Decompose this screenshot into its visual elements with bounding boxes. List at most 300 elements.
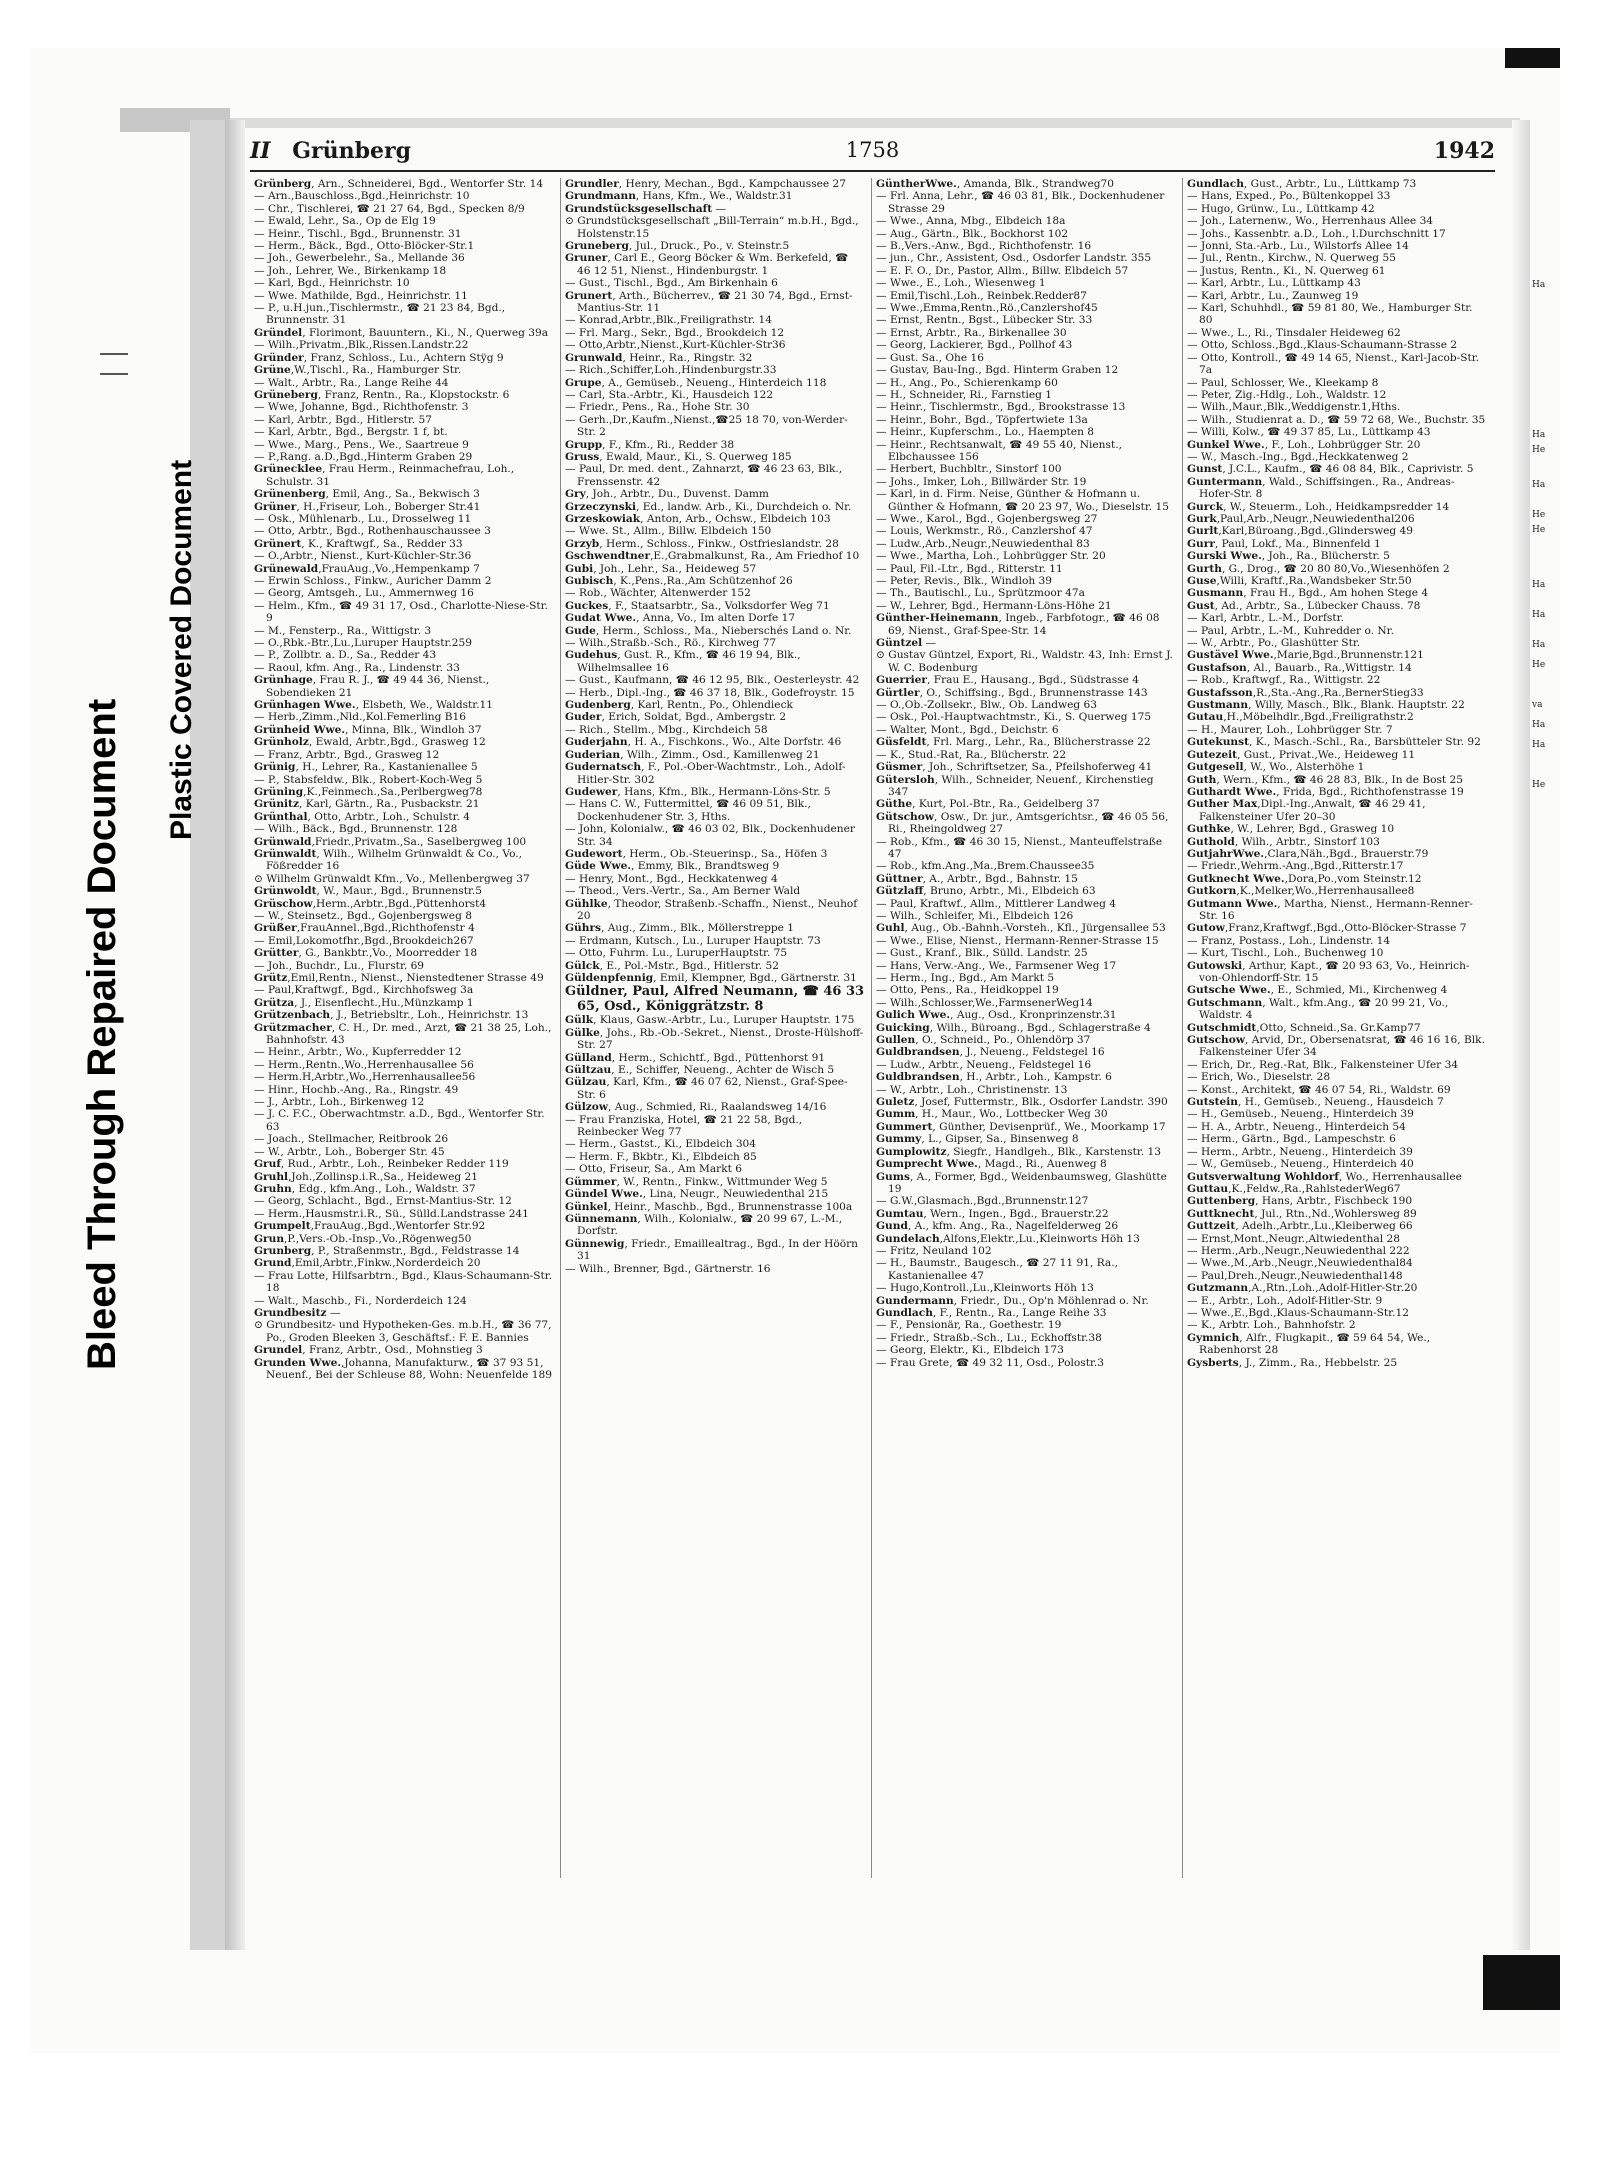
directory-entry: — Heinr., Arbtr., Wo., Kupferredder 12 bbox=[254, 1046, 462, 1059]
directory-entry: ⊙ Grundbesitz- und Hypotheken-Ges. m.b.H., ☎ 36 77, Po., Groden Bleeken 3, Geschäftsf.: F. E. Bannies bbox=[254, 1319, 552, 1344]
directory-entry: — Hinr., Hochb.-Ang., Ra., Ringstr. 49 bbox=[254, 1083, 459, 1096]
directory-entry: — O.,Arbtr., Nienst., Kurt-Küchler-Str.36 bbox=[254, 550, 472, 563]
directory-entry: Gründer, Franz, Schloss., Lu., Achtern Stÿg 9 bbox=[254, 351, 504, 364]
directory-entry: Gruhn, Edg., kfm.Ang., Loh., Waldstr. 37 bbox=[254, 1182, 476, 1195]
directory-entry: Gütersloh, Wilh., Schneider, Neuenf., Kirchenstieg 347 bbox=[876, 773, 1154, 798]
directory-entry: ⊙ Grundstücksgesellschaft „Bill-Terrain“ m.b.H., Bgd., Holstenstr.15 bbox=[565, 215, 859, 240]
directory-entry: Gündel Wwe., Lina, Neugr., Neuwiedenthal 215 bbox=[565, 1188, 829, 1201]
directory-entry: — Jonni, Sta.-Arb., Lu., Wilstorfs Allee 14 bbox=[1187, 240, 1409, 253]
directory-entry: — Paul, Kraftwf., Allm., Mittlerer Landweg 4 bbox=[876, 897, 1116, 910]
directory-entry: Grunberg, P., Straßenmstr., Bgd., Feldstrasse 14 bbox=[254, 1244, 520, 1257]
directory-entry: — Herm.,Hausmstr.i.R., Sü., Sülld.Landstrasse 241 bbox=[254, 1207, 529, 1220]
directory-entry: — Frau Grete, ☎ 49 32 11, Osd., Polostr.3 bbox=[876, 1356, 1104, 1369]
directory-entry: Günnewig, Friedr., Emaillealtrag., Bgd., In der Höörn 31 bbox=[565, 1237, 858, 1263]
directory-entry: Grütter, G., Bankbtr.,Vo., Moorredder 18 bbox=[254, 947, 478, 960]
directory-entry: Gutow,Franz,Kraftwgf.,Bgd.,Otto-Blöcker-Strasse 7 bbox=[1187, 922, 1467, 935]
directory-entry: Gütschow, Osw., Dr. jur., Amtsgerichtsr., ☎ 46 05 56, Ri., Rheingoldweg 27 bbox=[876, 810, 1169, 836]
directory-entry: Gubisch, K.,Pens.,Ra.,Am Schützenhof 26 bbox=[565, 575, 793, 587]
directory-entry: — Ernst, Rentn., Bgst., Lübecker Str. 33 bbox=[876, 314, 1093, 327]
directory-entry: Gutgesell, W., Wo., Alsterhöhe 1 bbox=[1187, 761, 1365, 774]
directory-entry: — Georg, Schlacht., Bgd., Ernst-Mantius-Str. 12 bbox=[254, 1195, 512, 1208]
directory-entry: Guthke, W., Lehrer, Bgd., Grasweg 10 bbox=[1187, 823, 1395, 836]
directory-entry: Gudewer, Hans, Kfm., Blk., Hermann-Löns-Str. 5 bbox=[565, 785, 831, 798]
directory-entry: — K., Arbtr. Loh., Bahnhofstr. 2 bbox=[1187, 1319, 1356, 1332]
directory-entry: — Wilh.,Maur.,Blk.,Weddigenstr.1,Hths. bbox=[1187, 401, 1401, 414]
directory-entry: — Johs., Kassenbtr. a.D., Loh., l.Durchschnitt 17 bbox=[1187, 227, 1446, 240]
directory-entry: Grüneberg, Franz, Rentn., Ra., Klopstockstr. 6 bbox=[254, 388, 510, 401]
directory-entry: Güldenpfennig, Emil, Klempner, Bgd., Gärtnerstr. 31 bbox=[565, 972, 857, 984]
column-3 bbox=[872, 178, 1183, 1878]
cut-fragment: He bbox=[1532, 445, 1546, 455]
directory-entry: — Karl, Arbtr., L.-M., Dorfstr. bbox=[1187, 612, 1344, 625]
directory-entry: Guttknecht, Jul., Rtn.,Nd.,Wohlersweg 89 bbox=[1187, 1207, 1417, 1220]
directory-entry: — Herm., Gärtn., Bgd., Lampeschstr. 6 bbox=[1187, 1133, 1396, 1146]
directory-entry: — Hans, Verw.-Ang., We., Farmsener Weg 17 bbox=[876, 959, 1117, 972]
directory-entry: ⊙ Wilhelm Grünwaldt Kfm., Vo., Mellenbergweg 37 bbox=[254, 872, 530, 885]
cut-fragment: Ha bbox=[1532, 740, 1546, 750]
directory-entry: Gülck, E., Pol.-Mstr., Bgd., Hitlerstr. 52 bbox=[565, 959, 779, 972]
cut-fragment: Ha bbox=[1532, 280, 1546, 290]
directory-entry: — Aug., Gärtn., Blk., Bockhorst 102 bbox=[876, 227, 1069, 240]
directory-entry: Grünenberg, Emil, Ang., Sa., Bekwisch 3 bbox=[254, 488, 480, 501]
directory-entry: Grünhagen Wwe., Elsbeth, We., Waldstr.11 bbox=[254, 699, 494, 712]
directory-entry: — F., Pensionär, Ra., Goethestr. 19 bbox=[876, 1319, 1062, 1332]
directory-entry: — P., Stabsfeldw., Blk., Robert-Koch-Weg 5 bbox=[254, 773, 483, 786]
directory-entry: Gurski Wwe., Joh., Ra., Blücherstr. 5 bbox=[1187, 550, 1390, 563]
directory-entry: — Helm., Kfm., ☎ 49 31 17, Osd., Charlotte-Niese-Str. 9 bbox=[254, 599, 548, 625]
directory-columns bbox=[250, 178, 1495, 1878]
directory-entry: — Herm., Bäck., Bgd., Otto-Blöcker-Str.1 bbox=[254, 240, 475, 253]
directory-entry: — Rich.,Schiffer,Loh.,Hindenburgstr.33 bbox=[565, 364, 777, 377]
directory-entry: Gruhl,Joh.,Zollinsp.i.R.,Sa., Heideweg 21 bbox=[254, 1170, 478, 1183]
directory-entry: Gurth, G., Drog., ☎ 20 80 80,Vo.,Wiesenhöfen 2 bbox=[1187, 562, 1450, 575]
directory-entry: — P., u.H.jun.,Tischlermstr., ☎ 21 23 84, Bgd., Brunnenstr. 31 bbox=[254, 302, 506, 327]
directory-entry: — Karl, Schuhhdl., ☎ 59 81 80, We., Hamburger Str. 80 bbox=[1187, 302, 1473, 327]
directory-entry: Günther-Heinemann, Ingeb., Farbfotogr., ☎ 46 08 69, Nienst., Graf-Spee-Str. 14 bbox=[876, 612, 1160, 637]
directory-entry: — Henry, Mont., Bgd., Heckkatenweg 4 bbox=[565, 872, 778, 885]
directory-entry: — Paul, Fil.-Ltr., Bgd., Ritterstr. 11 bbox=[876, 562, 1063, 575]
directory-entry: Gutschmidt,Otto, Schneid.,Sa. Gr.Kamp77 bbox=[1187, 1021, 1421, 1034]
directory-entry: — Georg, Amtsgeh., Lu., Ammernweg 16 bbox=[254, 587, 474, 600]
directory-entry: — Rob., kfm.Ang.,Ma.,Brem.Chaussee35 bbox=[876, 860, 1095, 873]
directory-entry: — P., Zollbtr. a. D., Sa., Redder 43 bbox=[254, 649, 437, 662]
directory-entry: — Frl. Marg., Sekr., Bgd., Brookdeich 12 bbox=[565, 326, 785, 339]
directory-entry: Gums, A., Former, Bgd., Weidenbaumsweg, Glashütte 19 bbox=[876, 1170, 1167, 1195]
directory-entry: Grund,Emil,Arbtr.,Finkw.,Norderdeich 20 bbox=[254, 1257, 481, 1270]
cut-fragment: Ha bbox=[1532, 430, 1546, 440]
directory-entry: Guletz, Josef, Futtermstr., Blk., Osdorfer Landstr. 390 bbox=[876, 1096, 1168, 1109]
directory-entry: Guthold, Wilh., Arbtr., Sinstorf 103 bbox=[1187, 835, 1380, 848]
directory-entry: — Wilh.,Privatm.,Blk.,Rissen.Landstr.22 bbox=[254, 339, 469, 352]
directory-entry: — Paul,Dreh.,Neugr.,Neuwiedenthal148 bbox=[1187, 1269, 1403, 1282]
directory-entry: Grzyb, Herm., Schloss., Finkw., Ostfrieslandstr. 28 bbox=[565, 537, 839, 550]
directory-entry: — Rob., Wächter, Altenwerder 152 bbox=[565, 587, 751, 600]
directory-entry: Grütz,Emil,Rentn., Nienst., Nienstedtener Strasse 49 bbox=[254, 972, 544, 984]
directory-entry: Gustafsson,R.,Sta.-Ang.,Ra.,BernerStieg33 bbox=[1187, 686, 1424, 699]
cut-fragment: He bbox=[1532, 780, 1546, 790]
cut-fragment: He bbox=[1532, 525, 1546, 535]
directory-entry: — H., Gemüseb., Neueng., Hinterdeich 39 bbox=[1187, 1108, 1414, 1121]
directory-entry: — Justus, Rentn., Ki., N. Querweg 61 bbox=[1187, 264, 1386, 277]
black-bar-bottom bbox=[1483, 1955, 1560, 2010]
directory-entry: — Georg, Elektr., Ki., Elbdeich 173 bbox=[876, 1344, 1064, 1357]
directory-entry: — Hugo,Kontroll.,Lu.,Kleinworts Höh 13 bbox=[876, 1282, 1094, 1295]
directory-entry: — Karl, Arbtr., Bgd., Bergstr. 1 f, bt. bbox=[254, 426, 448, 439]
directory-entry: Grundmann, Hans, Kfm., We., Waldstr.31 bbox=[565, 190, 793, 203]
directory-entry: — W., Arbtr., Loh., Christinenstr. 13 bbox=[876, 1083, 1068, 1096]
directory-entry: — Wwe.,E.,Bgd.,Klaus-Schaumann-Str.12 bbox=[1187, 1306, 1409, 1319]
directory-entry: — Wwe., Marg., Pens., We., Saartreue 9 bbox=[254, 438, 469, 451]
directory-entry: — Herm.,Rentn.,Wo.,Herrenhausallee 56 bbox=[254, 1058, 474, 1071]
directory-entry: Grünthal, Otto, Arbtr., Loh., Schulstr. 4 bbox=[254, 810, 470, 823]
directory-entry: Guther Max,Dipl.-Ing.,Anwalt, ☎ 46 29 41, Falkensteiner Ufer 20–30 bbox=[1187, 798, 1426, 823]
directory-entry: — Walter, Mont., Bgd., Deichstr. 6 bbox=[876, 723, 1059, 736]
directory-entry: — Chr., Tischlerei, ☎ 21 27 64, Bgd., Specken 8/9 bbox=[254, 202, 525, 215]
directory-entry: — Karl, Arbtr., Lu., Lüttkamp 43 bbox=[1187, 277, 1361, 290]
directory-entry: — Gerh.,Dr.,Kaufm.,Nienst.,☎25 18 70, von-Werder-Str. 2 bbox=[565, 413, 848, 439]
directory-entry: — Gust., Kranf., Blk., Sülld. Landstr. 25 bbox=[876, 947, 1088, 960]
directory-entry: Grüning,K.,Feinmech.,Sa.,Perlbergweg78 bbox=[254, 785, 483, 798]
directory-entry: — Ludw., Arbtr., Neueng., Feldstegel 16 bbox=[876, 1058, 1092, 1071]
directory-entry: — Otto, Fuhrm. Lu., LuruperHauptstr. 75 bbox=[565, 947, 788, 960]
directory-entry: Gülzau, Karl, Kfm., ☎ 46 07 62, Nienst., Graf-Spee-Str. 6 bbox=[565, 1076, 848, 1101]
directory-entry: Grützmacher, C. H., Dr. med., Arzt, ☎ 21 38 25, Loh., Bahnhofstr. 43 bbox=[254, 1021, 552, 1047]
directory-entry: — W., Gemüseb., Neueng., Hinterdeich 40 bbox=[1187, 1158, 1414, 1171]
directory-entry: — Frl. Anna, Lehr., ☎ 46 03 81, Blk., Dockenhudener Strasse 29 bbox=[876, 190, 1165, 215]
directory-entry: — Walt., Maschb., Fi., Norderdeich 124 bbox=[254, 1294, 467, 1307]
directory-entry: Gutowski, Arthur, Kapt., ☎ 20 93 63, Vo., Heinrich-von-Ohlendorff-Str. 15 bbox=[1187, 959, 1470, 984]
directory-entry: Gudehus, Gust. R., Kfm., ☎ 46 19 94, Blk., Wilhelmsallee 16 bbox=[565, 649, 801, 674]
directory-entry: — Wwe. Mathilde, Bgd., Heinrichstr. 11 bbox=[254, 289, 468, 302]
directory-entry: — Erdmann, Kutsch., Lu., Luruper Hauptstr. 73 bbox=[565, 934, 821, 947]
directory-entry: — Karl, Bgd., Heinrichstr. 10 bbox=[254, 277, 410, 290]
directory-entry: Grünwald,Friedr.,Privatm.,Sa., Saselbergweg 100 bbox=[254, 835, 527, 848]
directory-entry: — Wilh., Bäck., Bgd., Brunnenstr. 128 bbox=[254, 823, 458, 836]
directory-entry: Gutsche Wwe., E., Schmied, Mi., Kirchenweg 4 bbox=[1187, 984, 1448, 997]
directory-entry: — Otto, Kontroll., ☎ 49 14 65, Nienst., Karl-Jacob-Str. 7a bbox=[1187, 351, 1479, 377]
directory-entry: Gutknecht Wwe.,Dora,Po.,vom Steinstr.12 bbox=[1187, 872, 1422, 885]
directory-entry: Grunden Wwe.,Johanna, Manufakturw., ☎ 37 93 51, Neuenf., Bei der Schleuse 88, Wohn: Neuenfelde 189 bbox=[254, 1356, 552, 1381]
directory-entry: — Joh., Buchdr., Lu., Flurstr. 69 bbox=[254, 959, 425, 972]
directory-entry: — O.,Rbk.-Btr.,Lu.,Luruper Hauptstr.259 bbox=[254, 637, 472, 650]
directory-entry: Gust, Ad., Arbtr., Sa., Lübecker Chauss. 78 bbox=[1187, 599, 1421, 612]
directory-entry: — Peter, Revis., Blk., Windloh 39 bbox=[876, 575, 1053, 587]
directory-entry: Gustävel Wwe.,Marie,Bgd.,Brunnenstr.121 bbox=[1187, 649, 1424, 662]
directory-entry: Gutschmann, Walt., kfm.Ang., ☎ 20 99 21, Vo., Waldstr. 4 bbox=[1187, 996, 1449, 1022]
directory-entry: Guldbrandsen, H., Arbtr., Loh., Kampstr. 6 bbox=[876, 1071, 1112, 1084]
directory-entry: — jun., Chr., Assistent, Osd., Osdorfer Landstr. 355 bbox=[876, 252, 1152, 265]
directory-entry: — Kurt, Tischl., Loh., Buchenweg 10 bbox=[1187, 947, 1384, 960]
directory-entry: Gühlke, Theodor, Straßenb.-Schaffn., Nienst., Neuhof 20 bbox=[565, 897, 858, 922]
directory-entry: — Heinr., Bohr., Bgd., Töpfertwiete 13a bbox=[876, 413, 1088, 426]
directory-entry: — Karl, in d. Firm. Neise, Günther & Hofmann u. Günther & Hofmann, ☎ 20 23 97, Wo., Dieselstr. 15 bbox=[876, 488, 1169, 513]
directory-entry: — Konst., Architekt, ☎ 46 07 54, Ri., Waldstr. 69 bbox=[1187, 1083, 1451, 1096]
directory-entry: Gschwendtner,E.,Grabmalkunst, Ra., Am Friedhof 10 bbox=[565, 550, 860, 563]
directory-entry: — Johs., Imker, Loh., Billwärder Str. 19 bbox=[876, 475, 1087, 488]
directory-entry: — Franz, Postass., Loh., Lindenstr. 14 bbox=[1187, 934, 1391, 947]
directory-entry: — Wwe., E., Loh., Wiesenweg 1 bbox=[876, 277, 1046, 290]
directory-entry: — Walt., Arbtr., Ra., Lange Reihe 44 bbox=[254, 376, 449, 389]
directory-entry: Grünholz, Ewald, Arbtr.,Bgd., Grasweg 12 bbox=[254, 736, 486, 749]
directory-entry: — Ernst, Arbtr., Ra., Birkenallee 30 bbox=[876, 326, 1067, 339]
directory-entry: — Karl, Arbtr., Bgd., Hitlerstr. 57 bbox=[254, 413, 432, 426]
directory-entry: Gustmann, Willy, Masch., Blk., Blank. Hauptstr. 22 bbox=[1187, 699, 1465, 712]
directory-entry: Guth, Wern., Kfm., ☎ 46 28 83, Blk., In de Bost 25 bbox=[1187, 773, 1464, 786]
directory-entry: — Wilh.,Schlosser,We.,FarmsenerWeg14 bbox=[876, 996, 1093, 1009]
directory-entry: Güde Wwe., Emmy, Blk., Brandtsweg 9 bbox=[565, 860, 780, 873]
directory-entry: — Raoul, kfm. Ang., Ra., Lindenstr. 33 bbox=[254, 661, 460, 674]
directory-entry: Gruss, Ewald, Maur., Ki., S. Querweg 185 bbox=[565, 450, 792, 463]
directory-entry: Gund, A., kfm. Ang., Ra., Nagelfelderweg 26 bbox=[876, 1220, 1119, 1233]
directory-entry: — Frau Lotte, Hilfsarbtrn., Bgd., Klaus-Schaumann-Str. 18 bbox=[254, 1269, 553, 1295]
directory-entry: Grupp, F., Kfm., Ri., Redder 38 bbox=[565, 438, 735, 451]
directory-entry: — Frau Franziska, Hotel, ☎ 21 22 58, Bgd., Reinbecker Weg 77 bbox=[565, 1113, 803, 1139]
directory-entry: Gudernatsch, F., Pol.-Ober-Wachtmstr., Loh., Adolf-Hitler-Str. 302 bbox=[565, 761, 846, 786]
directory-entry: — Arn.,Bauschloss.,Bgd.,Heinrichstr. 10 bbox=[254, 190, 470, 203]
directory-entry: — Heinr., Tischl., Bgd., Brunnenstr. 31 bbox=[254, 227, 462, 240]
directory-entry: Grunert, Arth., Bücherrev., ☎ 21 30 74, Bgd., Ernst-Mantius-Str. 11 bbox=[565, 289, 853, 315]
directory-entry: — Emil,Tischl.,Loh., Reinbek.Redder87 bbox=[876, 289, 1087, 302]
directory-entry: Gulich Wwe., Aug., Osd., Kronprinzenstr.31 bbox=[876, 1009, 1117, 1022]
directory-entry: — Ewald, Lehr., Sa., Op de Elg 19 bbox=[254, 215, 436, 228]
directory-entry: Grützenbach, J., Betriebsltr., Loh., Heinrichstr. 13 bbox=[254, 1009, 529, 1022]
directory-entry: — O.,Ob.-Zollsekr., Blw., Ob. Landweg 63 bbox=[876, 699, 1098, 712]
directory-entry: Günnemann, Wilh., Kolonialw., ☎ 20 99 67, L.-M., Dorfstr. bbox=[565, 1212, 843, 1238]
directory-entry: — Wwe. St., Allm., Billw. Elbdeich 150 bbox=[565, 525, 772, 538]
right-edge-shade bbox=[1512, 120, 1530, 1950]
directory-entry: Gumplowitz, Siegfr., Handlgeh., Blk., Karstenstr. 13 bbox=[876, 1145, 1161, 1158]
directory-entry: Gutkorn,K.,Melker,Wo.,Herrenhausallee8 bbox=[1187, 885, 1415, 898]
directory-entry: Gumm, H., Maur., Wo., Lottbecker Weg 30 bbox=[876, 1108, 1108, 1121]
directory-entry: — Rob., Kraftwgf., Ra., Wittigstr. 22 bbox=[1187, 674, 1381, 687]
directory-entry: ⊙ Gustav Güntzel, Export, Ri., Waldstr. 43, Inh: Ernst J. W. C. Bodenburg bbox=[876, 649, 1173, 674]
directory-entry: — Peter, Zig.-Hdlg., Loh., Waldstr. 12 bbox=[1187, 388, 1387, 401]
directory-entry: — Herm., Arbtr., Neueng., Hinterdeich 39 bbox=[1187, 1145, 1413, 1158]
directory-entry: — Hugo, Grünw., Lu., Lüttkamp 42 bbox=[1187, 202, 1375, 215]
directory-entry: — G.W.,Glasmach.,Bgd.,Brunnenstr.127 bbox=[876, 1195, 1089, 1208]
directory-entry: — H. A., Arbtr., Neueng., Hinterdeich 54 bbox=[1187, 1120, 1406, 1133]
directory-entry: Gutzmann,A.,Rtn.,Loh.,Adolf-Hitler-Str.20 bbox=[1187, 1282, 1418, 1295]
directory-entry: Grüßer,FrauAnnel.,Bgd.,Richthofenstr 4 bbox=[254, 922, 475, 935]
directory-entry: Grünecklee, Frau Herm., Reinmachefrau, Loh., Schulstr. 31 bbox=[254, 463, 515, 488]
directory-entry: — Erich, Wo., Dieselstr. 28 bbox=[1187, 1071, 1331, 1084]
directory-entry: Grüschow,Herm.,Arbtr.,Bgd.,Püttenhorst4 bbox=[254, 897, 487, 910]
directory-entry: — Otto, Schloss.,Bgd.,Klaus-Schaumann-Strasse 2 bbox=[1187, 339, 1458, 352]
directory-entry: — Heinr., Rechtsanwalt, ☎ 49 55 40, Nienst., Elbchaussee 156 bbox=[876, 438, 1122, 463]
directory-entry: — M., Fensterp., Ra., Wittigstr. 3 bbox=[254, 624, 432, 637]
directory-entry: Gunkel Wwe., F., Loh., Lohbrügger Str. 20 bbox=[1187, 438, 1421, 451]
directory-entry: Gundelach,Alfons,Elektr.,Lu.,Kleinworts Höh 13 bbox=[876, 1232, 1140, 1245]
directory-entry: Gülland, Herm., Schichtf., Bgd., Püttenhorst 91 bbox=[565, 1051, 826, 1064]
directory-entry: Grüner, H.,Friseur, Loh., Boberger Str.41 bbox=[254, 500, 481, 513]
directory-entry: — Joh., Lehrer, We., Birkenkamp 18 bbox=[254, 264, 447, 277]
directory-entry: Grzeskowiak, Anton, Arb., Ochsw., Elbdeich 103 bbox=[565, 512, 831, 525]
directory-entry: Guerrier, Frau E., Hausang., Bgd., Südstrasse 4 bbox=[876, 674, 1139, 687]
directory-entry: — Rob., Kfm., ☎ 46 30 15, Nienst., Manteuffelstraße 47 bbox=[876, 835, 1163, 860]
directory-entry: Grundel, Franz, Arbtr., Osd., Mohnstieg 3 bbox=[254, 1344, 483, 1357]
directory-entry: Gubi, Joh., Lehr., Sa., Heideweg 57 bbox=[565, 562, 757, 575]
directory-entry: — Herbert, Buchbltr., Sinstorf 100 bbox=[876, 463, 1062, 476]
directory-entry: — B.,Vers.-Anw., Bgd., Richthofenstr. 16 bbox=[876, 240, 1092, 253]
directory-entry: Grun,P.,Vers.-Ob.-Insp.,Vo.,Rögenweg50 bbox=[254, 1232, 472, 1245]
directory-entry: Grundbesitz — bbox=[254, 1306, 341, 1319]
directory-entry: — Paul, Arbtr., L.-M., Kuhredder o. Nr. bbox=[1187, 624, 1394, 637]
directory-entry: Gumtau, Wern., Ingen., Bgd., Brauerstr.22 bbox=[876, 1207, 1109, 1220]
directory-entry: Guldbrandsen, J., Neueng., Feldstegel 16 bbox=[876, 1046, 1105, 1059]
directory-entry: Grundler, Henry, Mechan., Bgd., Kampchaussee 27 bbox=[565, 178, 847, 190]
directory-entry: — Wwe., Anna, Mbg., Elbdeich 18a bbox=[876, 215, 1066, 228]
directory-entry: Gruner, Carl E., Georg Böcker & Wm. Berkefeld, ☎ 46 12 51, Nienst., Hindenburgstr. 1 bbox=[565, 252, 849, 277]
directory-entry: Günkel, Heinr., Maschb., Bgd., Brunnenstrasse 100a bbox=[565, 1200, 853, 1213]
directory-entry: Guthardt Wwe., Frida, Bgd., Richthofenstrasse 19 bbox=[1187, 785, 1464, 798]
header-year: 1942 bbox=[1433, 138, 1495, 164]
directory-entry: Güttner, A., Arbtr., Bgd., Bahnstr. 15 bbox=[876, 872, 1078, 885]
directory-entry: Gudenberg, Karl, Rentn., Po., Ohlendieck bbox=[565, 699, 793, 712]
directory-entry: Güldner, Paul, Alfred Neumann, ☎ 46 33 65, Osd., Königgrätzstr. 8 bbox=[565, 984, 865, 1015]
directory-entry: Gysberts, J., Zimm., Ra., Hebbelstr. 25 bbox=[1187, 1356, 1398, 1369]
directory-entry: — Gust., Tischl., Bgd., Am Birkenhain 6 bbox=[565, 277, 778, 290]
directory-entry: Grünhage, Frau R. J., ☎ 49 44 36, Nienst., Sobendieken 21 bbox=[254, 674, 490, 699]
directory-entry: — Hans C. W., Futtermittel, ☎ 46 09 51, Blk., Dockenhudener Str. 3, Hths. bbox=[565, 798, 811, 823]
directory-entry: — Wwe.,M.,Arb.,Neugr.,Neuwiedenthal84 bbox=[1187, 1257, 1413, 1270]
cut-fragment: Ha bbox=[1532, 720, 1546, 730]
directory-entry: Guttzeit, Adelh.,Arbtr.,Lu.,Kleiberweg 66 bbox=[1187, 1220, 1413, 1233]
directory-entry: — Karl, Arbtr., Lu., Zaunweg 19 bbox=[1187, 289, 1359, 302]
directory-entry: Gührs, Aug., Zimm., Blk., Möllerstreppe 1 bbox=[565, 922, 795, 935]
cut-fragment: Ha bbox=[1532, 480, 1546, 490]
directory-entry: — Wwe.,Emma,Rentn.,Rö.,Canzlershof45 bbox=[876, 302, 1098, 315]
side-label-secondary: Plastic Covered Document bbox=[165, 459, 198, 840]
directory-entry: — Willi, Kolw., ☎ 49 37 85, Lu., Lüttkamp 43 bbox=[1187, 426, 1431, 439]
directory-entry: — H., Baumstr., Baugesch., ☎ 27 11 91, Ra., Kastanienallee 47 bbox=[876, 1257, 1118, 1282]
directory-entry: — Wilh., Studienrat a. D., ☎ 59 72 68, We., Buchstr. 35 bbox=[1187, 413, 1486, 426]
directory-entry: Gude, Herm., Schloss., Ma., Nieberschés Land o. Nr. bbox=[565, 624, 852, 637]
directory-entry: Grzeczynski, Ed., landw. Arb., Ki., Durchdeich o. Nr. bbox=[565, 500, 852, 513]
directory-entry: — E. F. O., Dr., Pastor, Allm., Billw. Elbdeich 57 bbox=[876, 264, 1129, 277]
directory-entry: — K., Stud.-Rat, Ra., Blücherstr. 22 bbox=[876, 748, 1067, 761]
directory-entry: Gurck, W., Steuerm., Loh., Heidkampsredder 14 bbox=[1187, 500, 1450, 513]
directory-entry: — Joach., Stellmacher, Reitbrook 26 bbox=[254, 1133, 449, 1146]
directory-entry: — Otto,Arbtr.,Nienst.,Kurt-Küchler-Str36 bbox=[565, 339, 786, 352]
directory-entry: Gründel, Florimont, Bauuntern., Ki., N., Querweg 39a bbox=[254, 326, 549, 339]
directory-entry: Guttau,K.,Feldw.,Ra.,RahlstederWeg67 bbox=[1187, 1182, 1401, 1195]
directory-entry: — Wwe., Elise, Nienst., Hermann-Renner-Strasse 15 bbox=[876, 934, 1159, 947]
directory-entry: Gustafson, Al., Bauarb., Ra.,Wittigstr. 14 bbox=[1187, 661, 1412, 674]
directory-entry: — Paul,Kraftwgf., Bgd., Kirchhofsweg 3a bbox=[254, 984, 474, 997]
directory-entry: Gundlach, Gust., Arbtr., Lu., Lüttkamp 73 bbox=[1187, 178, 1417, 190]
directory-entry: Gümmer, W., Rentn., Finkw., Wittmunder Weg 5 bbox=[565, 1175, 828, 1188]
directory-entry: Guttenberg, Hans, Arbtr., Fischbeck 190 bbox=[1187, 1195, 1413, 1208]
directory-entry: Gullen, O., Schneid., Po., Ohlendörp 37 bbox=[876, 1034, 1091, 1047]
directory-entry: Gurr, Paul, Lokf., Ma., Binnenfeld 1 bbox=[1187, 537, 1381, 550]
directory-entry: — J. C. F.C., Oberwachtmstr. a.D., Bgd., Wentorfer Str. 63 bbox=[254, 1108, 545, 1133]
directory-entry: — H., Ang., Po., Schierenkamp 60 bbox=[876, 376, 1058, 389]
directory-entry: — Gustav, Bau-Ing., Bgd. Hinterm Graben 12 bbox=[876, 364, 1119, 377]
cut-fragment: Ha bbox=[1532, 640, 1546, 650]
directory-entry: — Emil,Lokomotfhr.,Bgd.,Brookdeich267 bbox=[254, 934, 474, 947]
directory-entry: — Herm., Ing., Bgd., Am Markt 5 bbox=[876, 972, 1055, 984]
directory-entry: Gülk, Klaus, Gasw.-Arbtr., Lu., Luruper Hauptstr. 175 bbox=[565, 1014, 855, 1027]
directory-entry: Gützlaff, Bruno, Arbtr., Mi., Elbdeich 63 bbox=[876, 885, 1096, 898]
cut-fragment: Ha bbox=[1532, 580, 1546, 590]
directory-entry: — Herb.,Zimm.,Nld.,Kol.Femerling B16 bbox=[254, 711, 466, 724]
column-1 bbox=[250, 178, 561, 1878]
directory-entry: — Hans, Exped., Po., Bültenkoppel 33 bbox=[1187, 190, 1391, 203]
directory-entry: Grunwald, Heinr., Ra., Ringstr. 32 bbox=[565, 351, 753, 364]
cut-fragment: Ha bbox=[1532, 610, 1546, 620]
directory-entry: GüntherWwe., Amanda, Blk., Strandweg70 bbox=[876, 178, 1115, 190]
directory-entry: — Ernst,Mont.,Neugr.,Altwiedenthal 28 bbox=[1187, 1232, 1400, 1245]
directory-entry: — Konrad,Arbtr.,Blk.,Freiligrathstr. 14 bbox=[565, 314, 772, 327]
directory-entry: Gusmann, Frau H., Bgd., Am hohen Stege 4 bbox=[1187, 587, 1429, 600]
directory-entry: — Joh., Laternenw., Wo., Herrenhaus Allee 34 bbox=[1187, 215, 1434, 228]
directory-entry: — Gust. Sa., Ohe 16 bbox=[876, 351, 984, 364]
directory-entry: Grumpelt,FrauAug.,Bgd.,Wentorfer Str.92 bbox=[254, 1220, 486, 1233]
directory-entry: — Otto, Friseur, Sa., Am Markt 6 bbox=[565, 1163, 742, 1176]
directory-entry: Gudat Wwe., Anna, Vo., Im alten Dorfe 17 bbox=[565, 612, 796, 625]
directory-entry: Guderjahn, H. A., Fischkons., Wo., Alte Dorfstr. 46 bbox=[565, 736, 842, 749]
column-4 bbox=[1183, 178, 1494, 1878]
directory-entry: Guder, Erich, Soldat, Bgd., Ambergstr. 2 bbox=[565, 711, 787, 724]
directory-entry: — Th., Bautischl., Lu., Sprützmoor 47a bbox=[876, 587, 1085, 600]
directory-entry: — Friedr., Pens., Ra., Hohe Str. 30 bbox=[565, 401, 750, 414]
header-roman: II bbox=[250, 138, 271, 164]
directory-entry: — Erwin Schloss., Finkw., Auricher Damm 2 bbox=[254, 575, 492, 587]
directory-entry: — Osk., Pol.-Hauptwachtmstr., Ki., S. Querweg 175 bbox=[876, 711, 1152, 724]
directory-entry: — W., Steinsetz., Bgd., Gojenbergsweg 8 bbox=[254, 909, 472, 922]
directory-entry: — Theod., Vers.-Vertr., Sa., Am Berner Wald bbox=[565, 885, 801, 898]
directory-entry: — John, Kolonialw., ☎ 46 03 02, Blk., Dockenhudener Str. 34 bbox=[565, 823, 855, 848]
directory-entry: Gry, Joh., Arbtr., Du., Duvenst. Damm bbox=[565, 488, 769, 501]
cut-fragment: He bbox=[1532, 510, 1546, 520]
directory-entry: — W., Arbtr., Po., Glashütter Str. bbox=[1187, 637, 1361, 650]
directory-entry: Gülke, Johs., Rb.-Ob.-Sekret., Nienst., Droste-Hülshoff-Str. 27 bbox=[565, 1026, 864, 1052]
directory-entry: Gumprecht Wwe., Magd., Ri., Auenweg 8 bbox=[876, 1158, 1107, 1171]
directory-entry: — Friedr.,Wehrm.-Ang.,Bgd.,Ritterstr.17 bbox=[1187, 860, 1404, 873]
directory-entry: Grünberg, Arn., Schneiderei, Bgd., Wentorfer Str. 14 bbox=[254, 178, 544, 190]
directory-entry: Grüne,W.,Tischl., Ra., Hamburger Str. bbox=[254, 364, 462, 377]
directory-entry: Grünitz, Karl, Gärtn., Ra., Pusbackstr. 21 bbox=[254, 798, 480, 811]
directory-entry: Gutmann Wwe., Martha, Nienst., Hermann-Renner-Str. 16 bbox=[1187, 897, 1473, 922]
column-2 bbox=[561, 178, 872, 1878]
directory-entry: Grütza, J., Eisenflecht.,Hu.,Münzkamp 1 bbox=[254, 996, 474, 1009]
directory-entry: Guhl, Aug., Ob.-Bahnh.-Vorsteh., Kfl., Jürgensallee 53 bbox=[876, 922, 1166, 935]
directory-entry: GutjahrWwe.,Clara,Näh.,Bgd., Brauerstr.79 bbox=[1187, 847, 1429, 860]
directory-entry: Gundermann, Friedr., Du., Op'n Möhlenrad o. Nr. bbox=[876, 1294, 1149, 1307]
directory-entry: — Carl, Sta.-Arbtr., Ki., Hausdeich 122 bbox=[565, 388, 774, 401]
directory-entry: Gülzow, Aug., Schmied, Ri., Raalandsweg 14/16 bbox=[565, 1101, 827, 1114]
directory-entry: Gurlt,Karl,Büroang.,Bgd.,Glindersweg 49 bbox=[1187, 525, 1414, 538]
directory-entry: — Wilh., Brenner, Bgd., Gärtnerstr. 16 bbox=[565, 1262, 771, 1275]
directory-entry: Grünheid Wwe., Minna, Blk., Windloh 37 bbox=[254, 723, 482, 736]
directory-entry: Gruneberg, Jul., Druck., Po., v. Steinstr.5 bbox=[565, 240, 790, 253]
directory-entry: Gunst, J.C.L., Kaufm., ☎ 46 08 84, Blk., Caprivistr. 5 bbox=[1187, 463, 1474, 476]
directory-entry: — Osk., Mühlenarb., Lu., Drosselweg 11 bbox=[254, 512, 472, 525]
directory-entry: — Wwe., Martha, Loh., Lohbrügger Str. 20 bbox=[876, 550, 1106, 563]
directory-entry: Gürtler, O., Schiffsing., Bgd., Brunnenstrasse 143 bbox=[876, 686, 1148, 699]
directory-entry: — Jul., Rentn., Kirchw., N. Querweg 55 bbox=[1187, 252, 1396, 265]
header-section: Grünberg bbox=[292, 138, 411, 164]
directory-entry: — Otto, Pens., Ra., Heidkoppel 19 bbox=[876, 984, 1059, 997]
directory-entry: — Franz, Arbtr., Bgd., Grasweg 12 bbox=[254, 748, 440, 761]
directory-entry: Gummy, L., Gipser, Sa., Binsenweg 8 bbox=[876, 1133, 1079, 1146]
directory-entry: — Otto, Arbtr., Bgd., Rothenhauschaussee 3 bbox=[254, 525, 491, 538]
cut-fragment: va bbox=[1532, 700, 1543, 710]
directory-entry: — Rich., Stellm., Mbg., Kirchdeich 58 bbox=[565, 723, 768, 736]
directory-entry: Gummert, Günther, Devisenprüf., We., Moorkamp 17 bbox=[876, 1120, 1166, 1133]
directory-entry: — Heinr., Kupferschm., Lo., Haempten 8 bbox=[876, 426, 1094, 439]
directory-entry: — W., Lehrer, Bgd., Hermann-Löns-Höhe 21 bbox=[876, 599, 1112, 612]
